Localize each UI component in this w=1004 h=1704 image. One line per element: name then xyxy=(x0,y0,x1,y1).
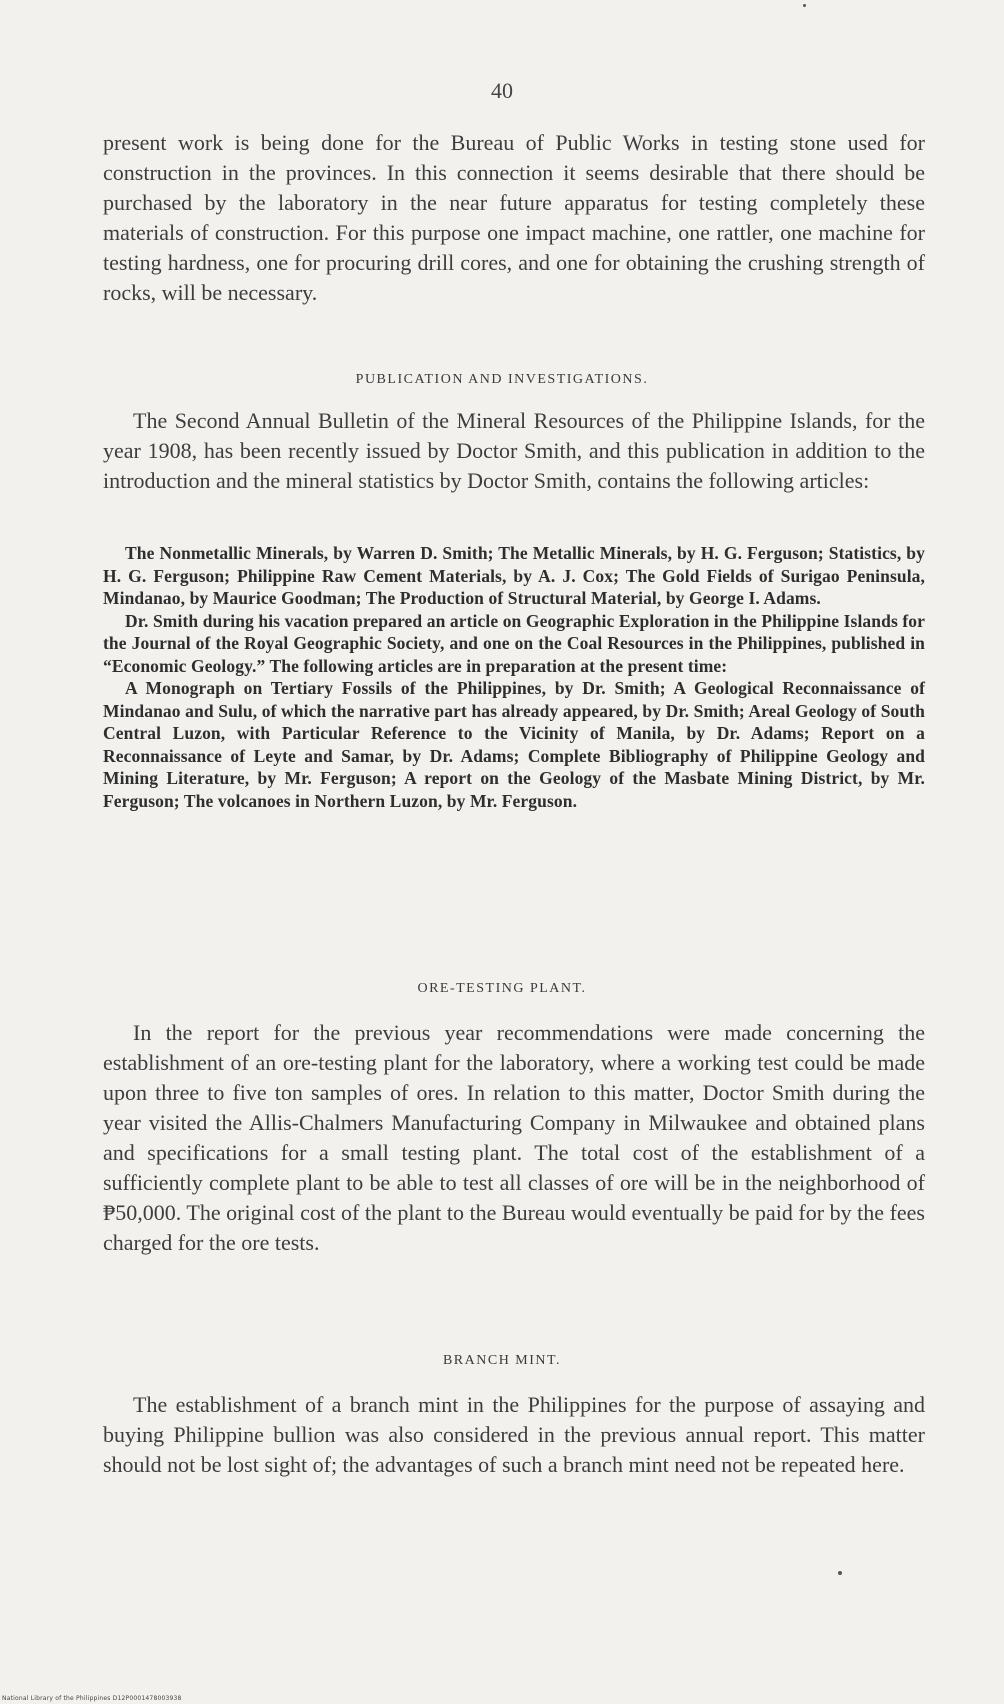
preparation-paragraph: A Monograph on Tertiary Fossils of the Philippines, by Dr. Smith; A Geological Reconnaissance of Mindanao and Sulu, of which the narrative part has already appeared, by Dr. Smith; Areal Geology of South Central Luzon, with Particular Reference to the Vicinity of Manila, by Dr. Adams; Report on a Reconnaissance of Leyte and Samar, by Dr. Adams; Complete Bibliography of Philippine Geology and Mining Literature, by Mr. Ferguson; A report on the Geology of the Masbate Mining District, by Mr. Ferguson; The volcanoes in Northern Luzon, by Mr. Ferguson. xyxy=(103,678,925,811)
vacation-paragraph: Dr. Smith during his vacation prepared an article on Geographic Exploration in the Philippine Islands for the Journal of the Royal Geographic Society, and one on the Coal Resources in the Philippines, published in “Economic Geology.” The following articles are in preparation at the present time: xyxy=(103,610,925,676)
publication-lead-paragraph: The Second Annual Bulletin of the Mineral Resources of the Philippine Islands, for the year 1908, has been recently issued by Doctor Smith, and this publication in addition to the introduction and the mineral statistics by Doctor Smith, contains the following articles: xyxy=(103,408,925,493)
ore-testing-section xyxy=(103,1018,925,1258)
branch-mint-section xyxy=(103,1390,925,1480)
intro-section xyxy=(103,128,925,308)
publication-heading: PUBLICATION AND INVESTIGATIONS. xyxy=(355,372,649,387)
archive-footer: National Library of the Philippines D12P0001478003938 xyxy=(2,1695,182,1702)
ink-speck xyxy=(803,4,806,7)
intro-paragraph: present work is being done for the Bureau of Public Works in testing stone used for construction in the provinces. In this connection it seems desirable that there should be purchased by the laboratory in the near future apparatus for testing completely these materials of construction. For this purpose one impact machine, one rattler, one machine for testing hardness, one for procuring drill cores, and one for obtaining the crushing strength of rocks, will be necessary. xyxy=(103,130,925,305)
publication-details xyxy=(103,542,925,812)
page-number: 40 xyxy=(491,78,513,103)
branch-mint-paragraph: The establishment of a branch mint in the Philippines for the purpose of assaying and buying Philippine bullion was also considered in the previous annual report. This matter should not be lost sight of; the advantages of such a branch mint need not be repeated here. xyxy=(103,1392,925,1477)
publication-section xyxy=(103,406,925,496)
ore-testing-heading: ORE-TESTING PLANT. xyxy=(417,981,587,996)
ink-speck xyxy=(838,1571,842,1575)
branch-mint-heading: BRANCH MINT. xyxy=(442,1353,562,1368)
bulletin-articles-paragraph: The Nonmetallic Minerals, by Warren D. Smith; The Metallic Minerals, by H. G. Ferguson; Statistics, by H. G. Ferguson; Philippine Raw Cement Materials, by A. J. Cox; The Gold Fields of Surigao Peninsula, Mindanao, by Maurice Goodman; The Production of Structural Material, by George I. Adams. xyxy=(103,543,925,608)
ore-testing-paragraph: In the report for the previous year recommendations were made concerning the establishment of an ore-testing plant for the laboratory, where a working test could be made upon three to five ton samples of ores. In relation to this matter, Doctor Smith during the year visited the Allis-Chalmers Manufacturing Company in Milwaukee and obtained plans and specifications for a small testing plant. The total cost of the establishment of a sufficiently complete plant to be able to test all classes of ore will be in the neighborhood of ₱50,000. The original cost of the plant to the Bureau would eventually be paid for by the fees charged for the ore tests. xyxy=(103,1020,925,1255)
